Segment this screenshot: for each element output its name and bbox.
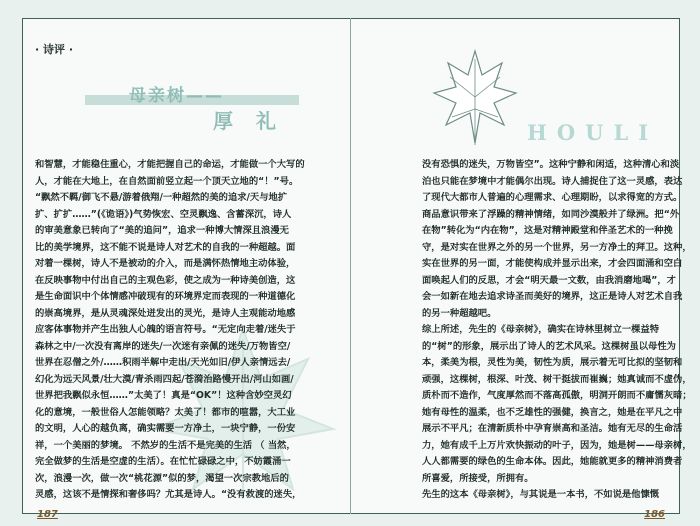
text-line: 的审美意象已转向了“美的追问”，追求一种博大情深且浪漫无 [35, 225, 289, 236]
page-number-left: 187 [37, 509, 58, 520]
text-line: 质朴而不造作，气度厚然而不落高孤傲，明洞开朗而不庸懦灰暗； [422, 390, 692, 401]
text-line: 的崇高境界，是从灵魂深处迸发出的灵光，是诗人主观能动地感 [35, 307, 296, 319]
text-line: 在物”转化为“内在物”，这是对精神殿堂和伴圣艺术的一种挽 [422, 225, 673, 236]
text-line: 完全做梦的生活是空虚的生活）。在忙忙碌碌之中，不妨霞涌一 [35, 456, 291, 467]
maple-leaf-icon [430, 47, 520, 147]
text-line: 她有母性的温柔，也不乏雄性的强健，换言之，她是在平凡之中 [422, 406, 683, 418]
text-line: 幻化为远天风景/壮大漠/青杀雨四起/苍漪治路慢开出/河山如画/ [35, 373, 294, 385]
text-line: 先生的这本《母亲树》，与其说是一本书，不如说是他慷慨 [422, 489, 660, 500]
text-line: 的“树”的形象，展示出了诗人的艺术风采。这棵树虽以母性为 [422, 340, 676, 352]
section-label: · 诗评 · [35, 43, 74, 56]
book-spread [22, 18, 692, 520]
text-line: “飘然不羁/御飞不悬/游着俄翔/一种超然的美的追求/天与地扩 [35, 192, 288, 203]
text-line: 人，才能在大地上，在自然面前竖立起一个顶天立地的“！”号。 [35, 175, 299, 187]
text-line: 展示不平凡；在清新质朴中孕育崇高和圣洁。她有无尽的生命活 [422, 423, 683, 434]
book-gutter [350, 18, 351, 514]
text-line: 是生命面识中个体情感冲破现有的环境界定而表现的一种道德化 [35, 291, 296, 302]
text-line: 灵感，这该不是情探和奢侈吗？尤其是诗人。“没有救渡的迷失， [35, 489, 302, 500]
text-line: 实在世界的另一面，才能使构成并显示出来，才会四面涌和空白 [422, 258, 683, 269]
text-line: 守，是对实在世界之外的另一个世界，另一方净土的拜卫。这种， [422, 241, 692, 253]
text-line: 森林之中/一次没有离岸的迷失/一次迷有亲佩的迷失/万物皆空/ [35, 340, 291, 352]
text-line: 应客体事物并产生出独人心魄的语言符号。“无定向走着/迷失于 [35, 324, 296, 335]
houli-watermark: HOULI [527, 120, 659, 145]
text-line: 的另一种超越吧。 [422, 307, 497, 319]
text-line: 会一如新在地去追求诗圣而美好的境界，这正是诗人对艺术自我 [422, 291, 683, 302]
text-line: 商品意识带来了浮躁的精神情绪，如同沙漠般并了绿洲。把“外 [422, 208, 680, 220]
text-line: 世界在忍僧之外/……积雨半解中走出/天光如旧/伊人亲情远去/ [35, 357, 291, 368]
left-text-column [35, 157, 335, 504]
article-subtitle: 厚 礼 [213, 109, 284, 133]
text-line: 的文明，人心的越负离，确实需要一方净土，一块宁静，一份安 [35, 423, 296, 434]
left-page [23, 19, 351, 520]
text-line: 扩、扩扩……”(《诡语》)气势恢宏、空灵飘逸、含蓄深沉，诗人 [35, 208, 292, 220]
article-title: 母亲树—— [129, 86, 224, 106]
right-text-column [422, 157, 692, 504]
text-line: 所喜爱，所接受，所拥有。 [422, 472, 534, 484]
page-number-right: 186 [644, 509, 665, 520]
text-line: 次，浪漫一次，做一次“桃花源”似的梦，渴望一次宗教地后的 [35, 472, 289, 484]
text-line: 没有恐惧的迷失，万物皆空”。这种宁静和闲适，这种清心和淡 [422, 159, 680, 170]
text-line: 世界把我飘似永恒……”太美了！真是“OK”！这种含妙空灵幻 [35, 390, 292, 401]
right-page [352, 19, 692, 520]
text-line: 比的美学境界，这不能不说是诗人对艺术的自我的一种超越。面 [35, 241, 296, 253]
text-line: 顽强，这棵树，根深、叶茂、树干挺拔而崔巍；她真诚而不虚伪， [422, 373, 692, 385]
text-line: 了现代大都市人普遍的心理需求、心理期盼，以求得宽的方式。 [422, 192, 683, 203]
text-line: 在反映事物中付出自己的主观色彩，使之成为一种诗美创造，这 [35, 274, 296, 286]
text-line: 本，柔美为根，灵性为美，韧性为质，展示着无可比拟的坚韧和 [422, 357, 683, 368]
text-line: 对着一棵树，诗人不是被动的介入，而是满怀热情地主动体验， [35, 258, 296, 269]
article-title-block [85, 81, 321, 131]
text-line: 人人都需要的绿色的生命本体。因此，她能就更多的精神消费者 [422, 456, 683, 467]
text-line: 和智慧，才能稳住重心，才能把握自己的命运，才能做一个大写的 [35, 159, 305, 170]
text-line: 化的意境，一般世俗人怎能领略？太美了！都市的喧嚣，大工业 [35, 406, 296, 418]
text-line: 泊也只能在梦境中才能偶尔出现。诗人捕捉住了这一灵感，表达 [422, 175, 683, 187]
text-line: 综上所述，先生的《母亲树》，确实在诗林里树立一棵益特 [422, 324, 660, 335]
text-line: 面唤起人们的反思，才会“明天最一文数，由我消磨地喝”，才 [422, 274, 676, 286]
text-line: 祥，一个美丽的梦境。 不然岁的生活不是完美的生活 （ 当然， [35, 439, 296, 451]
text-line: 力，她有成千上万片欢快振动的叶子，因为，她是树——母亲树， [422, 439, 692, 451]
